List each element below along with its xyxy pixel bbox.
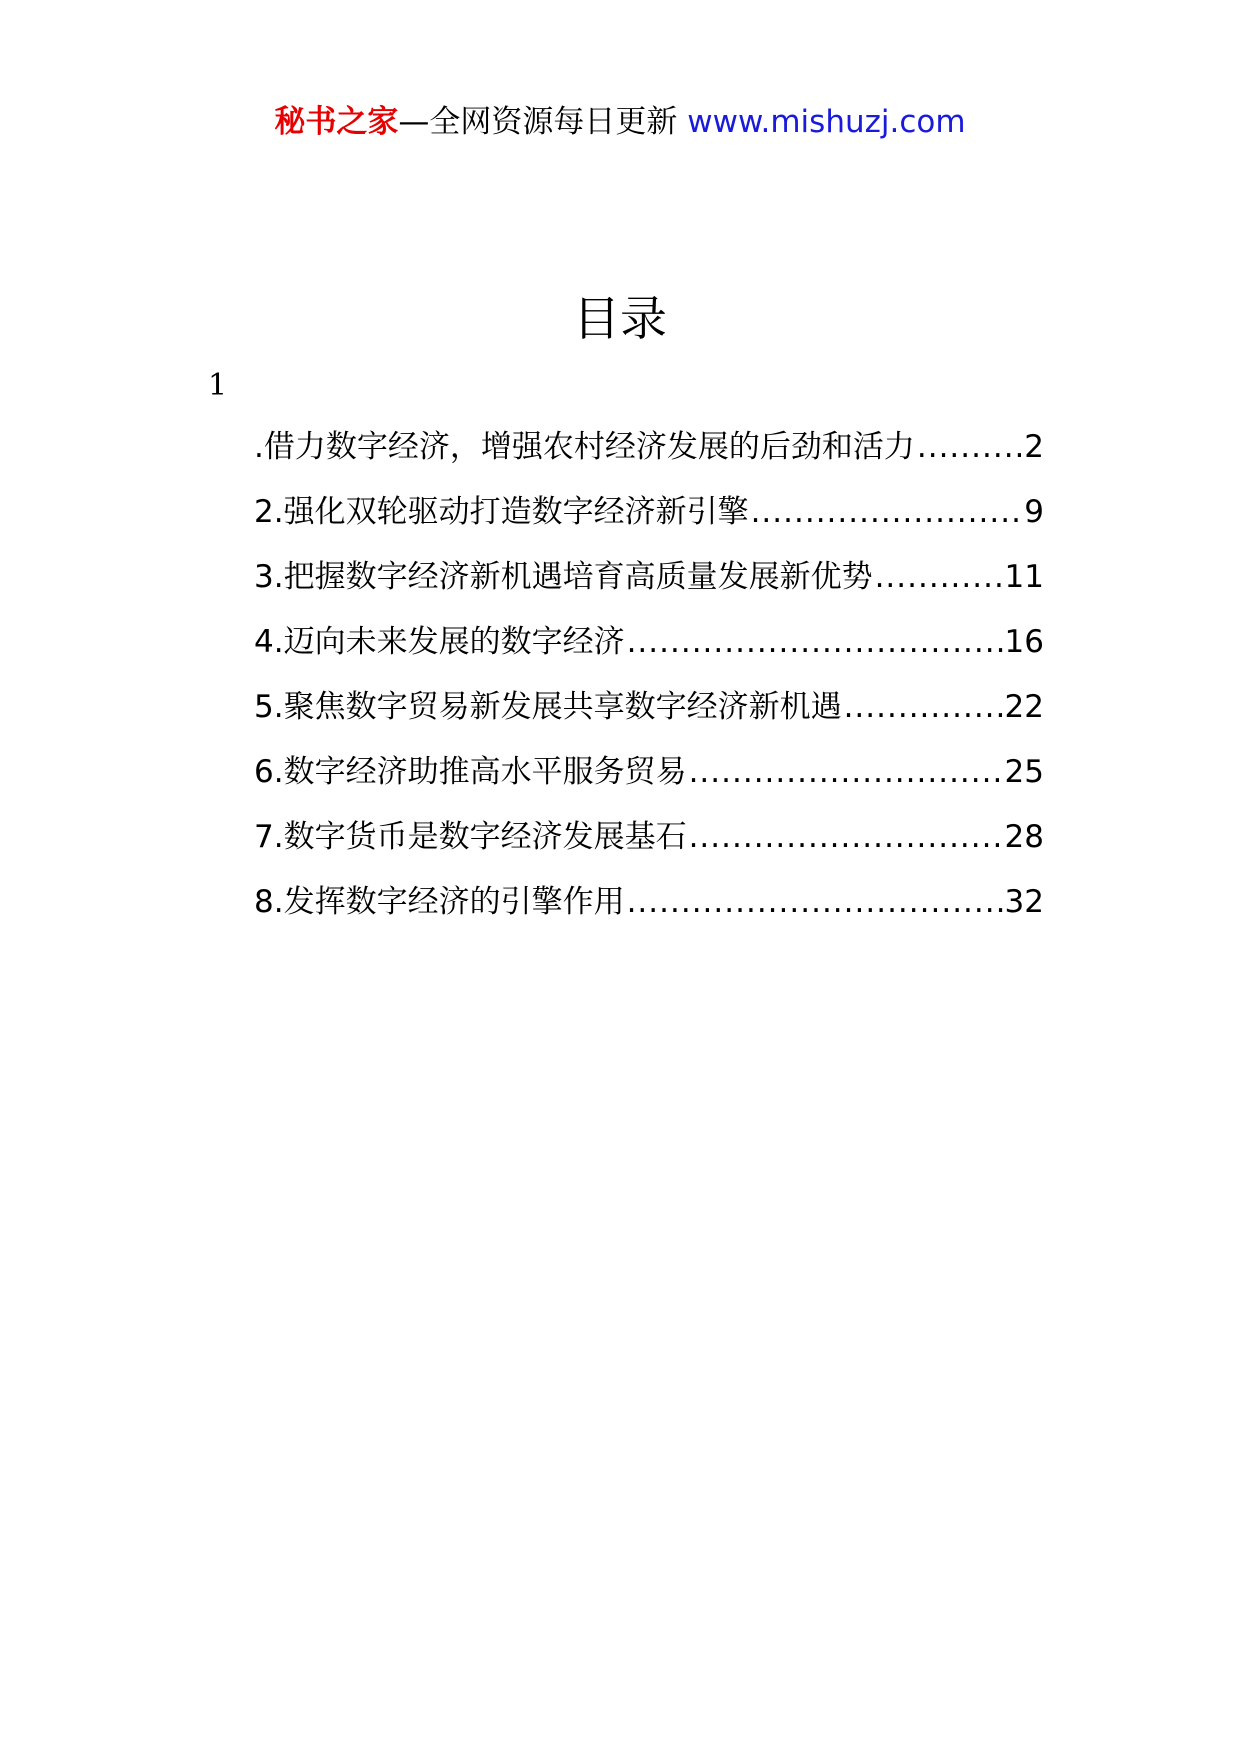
toc-entry-title: 4.迈向未来发展的数字经济 — [254, 624, 625, 660]
toc-entry-page: 16 — [1004, 624, 1044, 660]
toc-entry[interactable] — [254, 879, 1044, 944]
toc-entry-title: .借力数字经济，增强农村经济发展的后劲和活力 — [254, 429, 915, 465]
toc-entry-title: 8.发挥数字经济的引擎作用 — [254, 884, 625, 920]
toc-entry-page: 32 — [1004, 884, 1044, 920]
toc-dot-leader — [689, 749, 1003, 795]
toc-dot-leader — [627, 879, 1003, 925]
brand-name: 秘书之家 — [274, 104, 399, 140]
toc-entry-page: 25 — [1004, 754, 1044, 790]
toc-entry[interactable] — [254, 489, 1044, 554]
toc-entry[interactable] — [254, 684, 1044, 749]
site-url[interactable]: www.mishuzj.com — [687, 104, 966, 140]
toc-entry-page: 9 — [1024, 494, 1044, 530]
toc-dot-leader — [627, 619, 1003, 665]
toc-entry-title: 2.强化双轮驱动打造数字经济新引擎 — [254, 494, 749, 530]
toc-entry-page: 11 — [1004, 559, 1044, 595]
header-slogan: —全网资源每日更新 — [398, 104, 678, 140]
toc-dot-leader — [875, 554, 1003, 600]
toc-entry[interactable] — [254, 749, 1044, 814]
toc-entry[interactable] — [254, 554, 1044, 619]
toc-entry-title: 5.聚焦数字贸易新发展共享数字经济新机遇 — [254, 689, 842, 725]
toc-title: 目录 — [573, 292, 667, 347]
table-of-contents — [254, 424, 1044, 944]
toc-entry-title: 6.数字经济助推高水平服务贸易 — [254, 754, 687, 790]
toc-dot-leader — [844, 684, 1003, 730]
toc-entry-page: 22 — [1004, 689, 1044, 725]
page-header — [0, 100, 1240, 144]
toc-entry-title: 7.数字货币是数字经济发展基石 — [254, 819, 687, 855]
toc-entry[interactable] — [254, 814, 1044, 879]
toc-entry-page: 2 — [1024, 429, 1044, 465]
toc-entry[interactable] — [254, 424, 1044, 489]
toc-entry-page: 28 — [1004, 819, 1044, 855]
toc-dot-leader — [751, 489, 1023, 535]
section-number: 1 — [208, 368, 228, 403]
toc-entry[interactable] — [254, 619, 1044, 684]
toc-entry-title: 3.把握数字经济新机遇培育高质量发展新优势 — [254, 559, 873, 595]
toc-dot-leader — [689, 814, 1003, 860]
toc-dot-leader — [917, 424, 1022, 470]
